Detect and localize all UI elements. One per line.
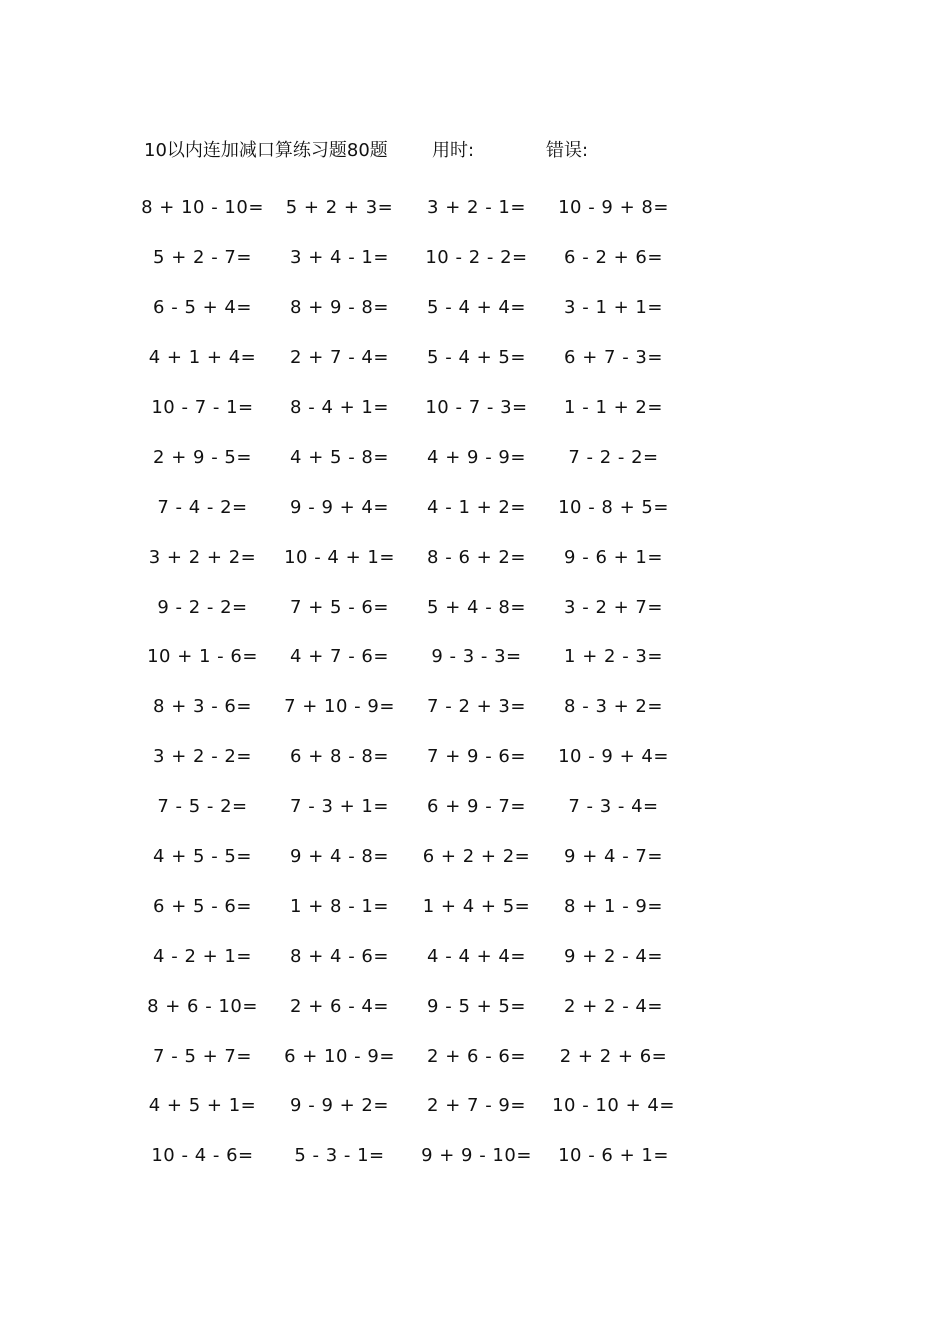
problem-row xyxy=(134,482,694,532)
problem-row xyxy=(134,632,694,682)
arithmetic-problem: 7 + 10 - 9= xyxy=(284,696,395,718)
arithmetic-problem: 9 + 9 - 10= xyxy=(421,1145,532,1167)
arithmetic-problem: 3 - 1 + 1= xyxy=(564,297,663,319)
arithmetic-problem: 4 + 9 - 9= xyxy=(427,446,526,468)
arithmetic-problem: 9 - 9 + 2= xyxy=(290,1095,389,1117)
arithmetic-problem: 5 - 4 + 4= xyxy=(427,297,526,319)
problem-row xyxy=(134,532,694,582)
arithmetic-problem: 2 + 2 - 4= xyxy=(564,995,663,1017)
errors-label: 错误: xyxy=(546,140,589,161)
arithmetic-problem: 8 + 9 - 8= xyxy=(290,297,389,319)
arithmetic-problem: 6 + 8 - 8= xyxy=(290,746,389,768)
problem-row xyxy=(134,333,694,383)
arithmetic-problem: 4 + 1 + 4= xyxy=(148,347,257,369)
arithmetic-problem: 9 - 9 + 4= xyxy=(290,496,389,518)
arithmetic-problem: 4 - 2 + 1= xyxy=(153,945,252,967)
arithmetic-problem: 2 + 6 - 4= xyxy=(290,995,389,1017)
arithmetic-problem: 8 + 10 - 10= xyxy=(141,197,264,219)
problem-row xyxy=(134,832,694,882)
problem-row xyxy=(134,1081,694,1131)
arithmetic-problem: 6 - 2 + 6= xyxy=(564,247,663,269)
arithmetic-problem: 8 + 1 - 9= xyxy=(564,895,663,917)
worksheet-title: 10以内连加减口算练习题80题 xyxy=(144,140,388,161)
arithmetic-problem: 7 - 5 - 2= xyxy=(157,796,248,818)
arithmetic-problem: 4 + 7 - 6= xyxy=(290,646,389,668)
problem-row xyxy=(134,931,694,981)
arithmetic-problem: 4 - 4 + 4= xyxy=(427,945,526,967)
arithmetic-problem: 6 + 5 - 6= xyxy=(153,895,252,917)
arithmetic-problem: 4 + 5 - 8= xyxy=(290,446,389,468)
arithmetic-problem: 7 - 4 - 2= xyxy=(157,496,248,518)
arithmetic-problem: 9 + 2 - 4= xyxy=(564,945,663,967)
arithmetic-problem: 10 - 7 - 3= xyxy=(425,397,528,418)
arithmetic-problem: 5 - 4 + 5= xyxy=(427,347,526,369)
arithmetic-problem: 10 - 9 + 8= xyxy=(558,197,669,219)
arithmetic-problem: 7 - 3 - 4= xyxy=(568,796,659,818)
problem-row xyxy=(134,432,694,482)
arithmetic-problem: 10 + 1 - 6= xyxy=(147,646,258,668)
arithmetic-problem: 7 - 2 + 3= xyxy=(427,696,526,718)
arithmetic-problem: 10 - 4 + 1= xyxy=(284,546,395,568)
arithmetic-problem: 10 - 2 - 2= xyxy=(425,247,528,269)
time-used-label: 用时: xyxy=(432,140,475,161)
arithmetic-problem: 4 - 1 + 2= xyxy=(427,496,526,518)
arithmetic-problem: 4 + 5 - 5= xyxy=(153,846,252,868)
arithmetic-problem: 1 + 8 - 1= xyxy=(290,895,389,917)
arithmetic-problem: 8 + 4 - 6= xyxy=(290,945,389,967)
arithmetic-problem: 5 - 3 - 1= xyxy=(294,1145,385,1167)
problem-row xyxy=(134,582,694,632)
problem-row xyxy=(134,1031,694,1081)
arithmetic-problem: 2 + 2 + 6= xyxy=(559,1045,668,1067)
arithmetic-problem: 9 - 2 - 2= xyxy=(157,596,248,618)
arithmetic-problem: 6 + 7 - 3= xyxy=(564,347,663,369)
arithmetic-problem: 10 - 9 + 4= xyxy=(558,746,669,768)
arithmetic-problem: 7 + 5 - 6= xyxy=(290,596,389,618)
arithmetic-problem: 2 + 9 - 5= xyxy=(153,446,252,468)
arithmetic-problem: 9 + 4 - 8= xyxy=(290,846,389,868)
arithmetic-problem: 2 + 7 - 9= xyxy=(427,1095,526,1117)
arithmetic-problem: 7 + 9 - 6= xyxy=(427,746,526,768)
arithmetic-problem: 10 - 7 - 1= xyxy=(151,397,254,418)
arithmetic-problem: 8 - 6 + 2= xyxy=(427,546,526,568)
arithmetic-problem: 3 - 2 + 7= xyxy=(564,596,663,618)
problem-row xyxy=(134,183,694,233)
arithmetic-problem: 2 + 7 - 4= xyxy=(290,347,389,369)
arithmetic-problem: 10 - 6 + 1= xyxy=(558,1145,669,1167)
arithmetic-problem: 6 + 2 + 2= xyxy=(422,846,531,868)
arithmetic-problem: 8 - 4 + 1= xyxy=(290,397,389,418)
arithmetic-problem: 6 - 5 + 4= xyxy=(153,297,252,319)
arithmetic-problem: 7 - 5 + 7= xyxy=(153,1045,252,1067)
arithmetic-problem: 3 + 2 - 1= xyxy=(427,197,526,219)
arithmetic-problem: 8 + 6 - 10= xyxy=(147,995,258,1017)
arithmetic-problem: 7 - 2 - 2= xyxy=(568,446,659,468)
problem-row xyxy=(134,1131,694,1181)
arithmetic-problem: 5 + 2 + 3= xyxy=(285,197,394,219)
problem-row xyxy=(134,233,694,283)
problem-row xyxy=(134,283,694,333)
problem-row xyxy=(134,881,694,931)
arithmetic-problem: 9 + 4 - 7= xyxy=(564,846,663,868)
arithmetic-problem: 9 - 5 + 5= xyxy=(427,995,526,1017)
problem-row xyxy=(134,732,694,782)
arithmetic-problem: 3 + 2 + 2= xyxy=(148,546,257,568)
problem-grid xyxy=(134,183,694,1181)
arithmetic-problem: 9 - 3 - 3= xyxy=(431,646,522,668)
arithmetic-problem: 2 + 6 - 6= xyxy=(427,1045,526,1067)
arithmetic-problem: 1 + 2 - 3= xyxy=(564,646,663,668)
arithmetic-problem: 10 - 10 + 4= xyxy=(552,1095,675,1117)
arithmetic-problem: 8 + 3 - 6= xyxy=(153,696,252,718)
problem-row xyxy=(134,981,694,1031)
arithmetic-problem: 9 - 6 + 1= xyxy=(564,546,663,568)
worksheet-header xyxy=(0,136,950,166)
arithmetic-problem: 10 - 8 + 5= xyxy=(558,496,669,518)
problem-row xyxy=(134,682,694,732)
arithmetic-problem: 8 - 3 + 2= xyxy=(564,696,663,718)
arithmetic-problem: 7 - 3 + 1= xyxy=(290,796,389,818)
arithmetic-problem: 5 + 4 - 8= xyxy=(427,596,526,618)
arithmetic-problem: 1 - 1 + 2= xyxy=(564,397,663,418)
arithmetic-problem: 6 + 9 - 7= xyxy=(427,796,526,818)
arithmetic-problem: 3 + 2 - 2= xyxy=(153,746,252,768)
arithmetic-problem: 3 + 4 - 1= xyxy=(290,247,389,269)
arithmetic-problem: 5 + 2 - 7= xyxy=(153,247,252,269)
problem-row xyxy=(134,383,694,433)
arithmetic-problem: 10 - 4 - 6= xyxy=(151,1145,254,1167)
arithmetic-problem: 4 + 5 + 1= xyxy=(148,1095,257,1117)
arithmetic-problem: 1 + 4 + 5= xyxy=(422,895,531,917)
problem-row xyxy=(134,782,694,832)
arithmetic-problem: 6 + 10 - 9= xyxy=(284,1045,395,1067)
